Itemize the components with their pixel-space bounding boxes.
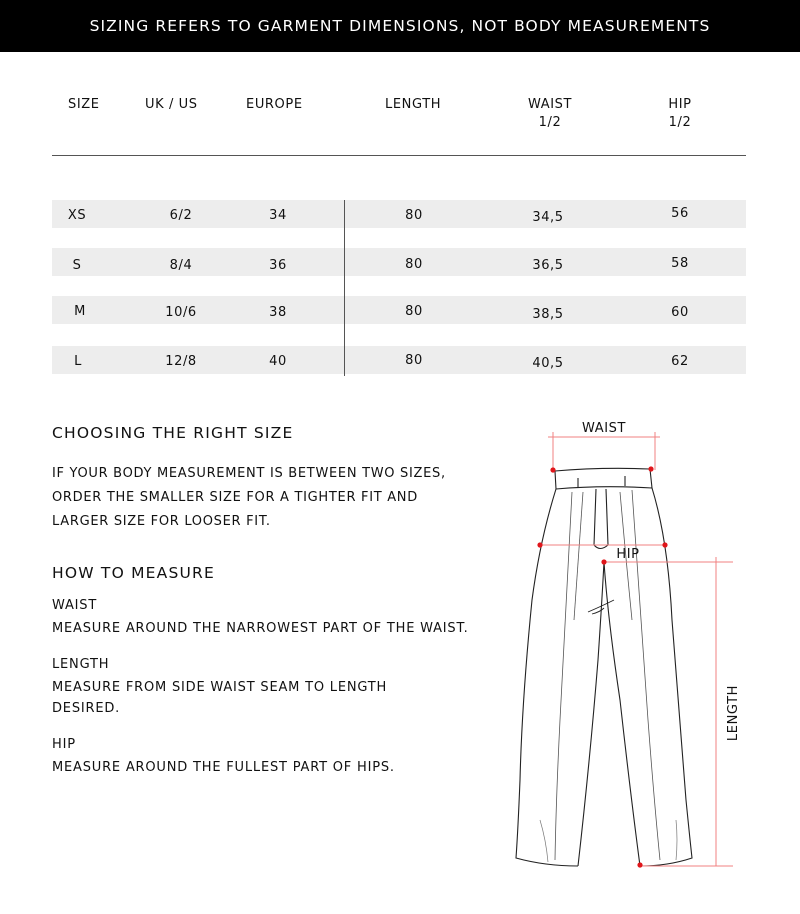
waist-right-point bbox=[648, 466, 653, 471]
cell-europe: 40 bbox=[269, 354, 287, 369]
length-label: LENGTH bbox=[52, 657, 110, 672]
header-hip-label: HIP bbox=[668, 97, 692, 112]
waist-instruction: MEASURE AROUND THE NARROWEST PART OF THE WAIST. bbox=[52, 621, 469, 636]
cell-size: S bbox=[72, 258, 82, 273]
length-guide bbox=[640, 557, 741, 866]
crotch-point bbox=[601, 559, 606, 564]
choosing-title: CHOOSING THE RIGHT SIZE bbox=[52, 424, 294, 442]
cell-size: M bbox=[74, 304, 86, 319]
cell-waist: 38,5 bbox=[532, 307, 564, 322]
waist-diagram-label: WAIST bbox=[581, 421, 627, 436]
header-hip-sub: 1/2 bbox=[668, 115, 692, 130]
cell-size: XS bbox=[67, 208, 87, 223]
cell-uk-us: 12/8 bbox=[165, 354, 197, 369]
choosing-line: IF YOUR BODY MEASUREMENT IS BETWEEN TWO SIZES, bbox=[52, 466, 446, 481]
header-length: LENGTH bbox=[385, 97, 442, 112]
header-europe: EUROPE bbox=[246, 97, 303, 112]
cell-length: 80 bbox=[405, 257, 423, 272]
cell-hip: 62 bbox=[671, 354, 689, 369]
trousers-outline-icon bbox=[516, 468, 692, 866]
waist-guide bbox=[548, 421, 660, 470]
hip-left-point bbox=[537, 542, 542, 547]
cell-size: L bbox=[74, 354, 82, 369]
how-to-measure-title: HOW TO MEASURE bbox=[52, 564, 216, 582]
choosing-line: LARGER SIZE FOR LOOSER FIT. bbox=[52, 514, 271, 529]
cell-waist: 34,5 bbox=[532, 210, 564, 225]
header-waist-label: WAIST bbox=[527, 97, 573, 112]
hip-label: HIP bbox=[52, 737, 76, 752]
length-diagram-label: LENGTH bbox=[726, 684, 741, 742]
cell-europe: 34 bbox=[269, 208, 287, 223]
choosing-line: ORDER THE SMALLER SIZE FOR A TIGHTER FIT AND bbox=[52, 490, 418, 505]
cell-uk-us: 10/6 bbox=[165, 305, 197, 320]
banner-text: SIZING REFERS TO GARMENT DIMENSIONS, NOT BODY MEASUREMENTS bbox=[89, 17, 711, 35]
cell-hip: 56 bbox=[671, 206, 689, 221]
hem-point bbox=[637, 862, 642, 867]
hip-diagram-label: HIP bbox=[616, 547, 640, 562]
header-size: SIZE bbox=[68, 97, 100, 112]
cell-length: 80 bbox=[405, 304, 423, 319]
waist-label: WAIST bbox=[52, 598, 98, 613]
cell-waist: 36,5 bbox=[532, 258, 564, 273]
cell-hip: 58 bbox=[671, 256, 689, 271]
cell-uk-us: 6/2 bbox=[169, 208, 193, 223]
cell-hip: 60 bbox=[671, 305, 689, 320]
hip-instruction: MEASURE AROUND THE FULLEST PART OF HIPS. bbox=[52, 760, 395, 775]
cell-length: 80 bbox=[405, 353, 423, 368]
length-instruction-line2: DESIRED. bbox=[52, 701, 121, 716]
header-uk-us: UK / US bbox=[145, 97, 198, 112]
cell-europe: 36 bbox=[269, 258, 287, 273]
cell-europe: 38 bbox=[269, 305, 287, 320]
cell-uk-us: 8/4 bbox=[169, 258, 193, 273]
hip-right-point bbox=[662, 542, 667, 547]
measurement-points bbox=[537, 466, 667, 867]
cell-waist: 40,5 bbox=[532, 356, 564, 371]
waist-left-point bbox=[550, 467, 555, 472]
cell-length: 80 bbox=[405, 208, 423, 223]
length-instruction-line1: MEASURE FROM SIDE WAIST SEAM TO LENGTH bbox=[52, 680, 388, 695]
header-waist-sub: 1/2 bbox=[538, 115, 562, 130]
